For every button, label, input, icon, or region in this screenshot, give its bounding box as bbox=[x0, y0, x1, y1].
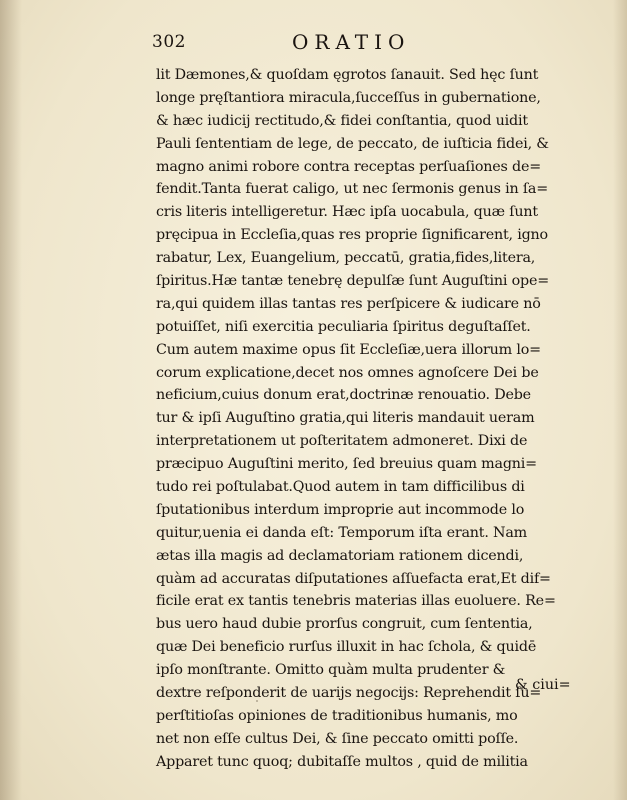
text-line: pręcipua in Eccleſia,quas res proprie ſignificarent, igno bbox=[156, 227, 548, 244]
text-line: perſtitioſas opiniones de traditionibus humanis, mo bbox=[156, 707, 518, 724]
page-header bbox=[152, 30, 572, 54]
binding-shadow bbox=[0, 0, 22, 800]
text-line: magno animi robore contra receptas perſuaſiones de= bbox=[156, 158, 542, 175]
body-text bbox=[156, 64, 576, 774]
text-line: Pauli ſententiam de lege, de peccato, de iuſticia fidei, & bbox=[156, 135, 549, 152]
text-line: tudo rei poſtulabat.Quod autem in tam difficilibus di bbox=[156, 479, 525, 496]
text-line: corum explicatione,decet nos omnes agnoſcere Dei be bbox=[156, 364, 539, 381]
text-line: ſpiritus.Hæ tantæ tenebrę depulſæ ſunt Auguſtini ope= bbox=[156, 273, 550, 290]
text-line: ipſo monſtrante. Omitto quàm multa prudenter & bbox=[156, 662, 506, 679]
text-line: fendit.Tanta fuerat caligo, ut nec ſermonis genus in ſa= bbox=[156, 181, 549, 198]
text-line: longe pręſtantiora miracula,ſucceſſus in gubernatione, bbox=[156, 89, 541, 106]
paper-speck bbox=[402, 690, 404, 692]
text-line: Apparet tunc quoq; dubitaſſe multos , quid de militia bbox=[156, 753, 528, 770]
running-title: ORATIO bbox=[292, 30, 411, 54]
text-line: potuiſſet, niſi exercitia peculiaria ſpiritus deguſtaſſet. bbox=[156, 318, 531, 335]
text-line: cris literis intelligeretur. Hæc ipſa uocabula, quæ ſunt bbox=[156, 204, 538, 221]
text-line: rabatur, Lex, Euangelium, peccatū, gratia,fides,litera, bbox=[156, 250, 536, 267]
text-line: præcipuo Auguſtini merito, ſed breuius quam magni= bbox=[156, 456, 537, 473]
text-line: Cum autem maxime opus ſit Eccleſiæ,uera illorum lo= bbox=[156, 341, 541, 358]
text-line: quitur,uenia ei danda eſt: Temporum iſta erant. Nam bbox=[156, 524, 528, 541]
text-line: ætas illa magis ad declamatoriam rationem dicendi, bbox=[156, 547, 524, 564]
text-line: interpretationem ut poſteritatem admoneret. Dixi de bbox=[156, 433, 528, 450]
text-line: bus uero haud dubie prorſus congruit, cum ſententia, bbox=[156, 616, 533, 633]
paper-speck bbox=[256, 700, 258, 702]
text-line: ſputationibus interdum improprie aut incommode lo bbox=[156, 501, 525, 518]
text-line: net non eſſe cultus Dei, & ſine peccato omitti poſſe. bbox=[156, 730, 519, 747]
catchword: & ciui= bbox=[515, 677, 571, 693]
text-line: tur & ipſi Auguſtino gratia,qui literis mandauit ueram bbox=[156, 410, 535, 427]
paper-speck bbox=[180, 688, 182, 690]
text-line: ra,qui quidem illas tantas res perſpicere & iudicare nō bbox=[156, 295, 541, 312]
text-line: neficium,cuius donum erat,doctrinæ renouatio. Debe bbox=[156, 387, 531, 404]
text-line: lit Dæmones,& quoſdam ęgrotos ſanauit. Sed hęc ſunt bbox=[156, 67, 539, 83]
text-line: quæ Dei beneficio rurſus illuxit in hac ſchola, & quidē bbox=[156, 639, 537, 656]
page-number: 302 bbox=[152, 32, 186, 52]
text-line: & hæc iudicij rectitudo,& fidei conſtantia, quod uidit bbox=[156, 112, 528, 129]
text-line: dextre reſponderit de uarijs negocijs: Reprehendit ſu= bbox=[156, 685, 542, 702]
text-line: ficile erat ex tantis tenebris materias illas euoluere. Re= bbox=[156, 593, 556, 610]
text-line: quàm ad accuratas diſputationes aſſuefacta erat,Et dif= bbox=[156, 570, 551, 587]
page-edge-shadow bbox=[613, 0, 627, 800]
